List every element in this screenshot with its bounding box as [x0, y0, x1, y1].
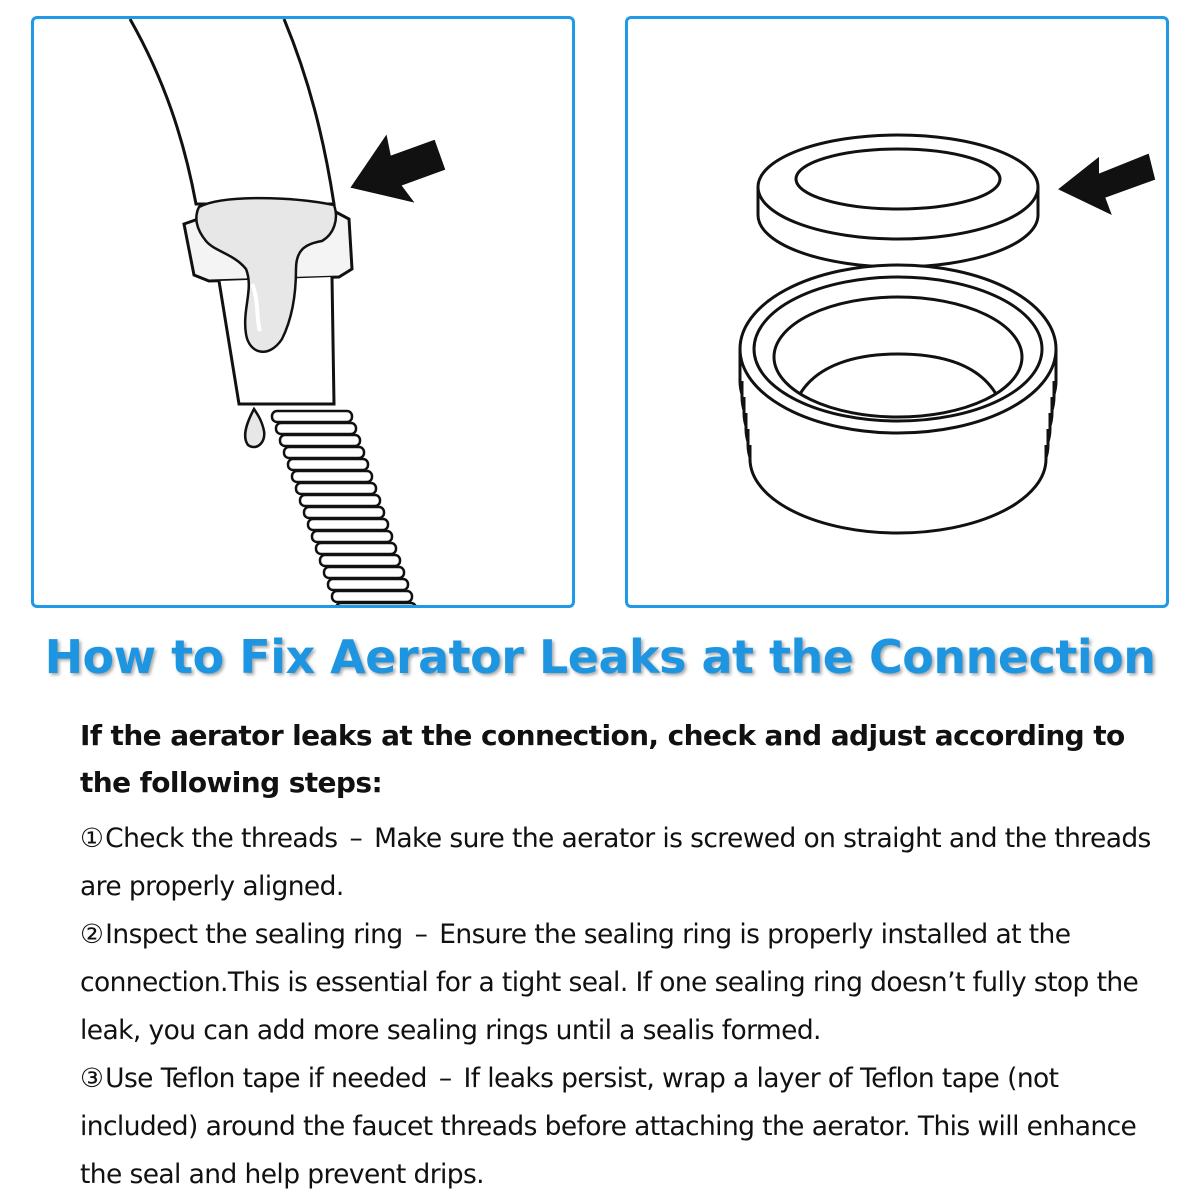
- hose-segment: [320, 555, 400, 566]
- step-number: ②: [80, 919, 104, 950]
- hose-segment: [296, 483, 376, 494]
- hose-segment: [336, 603, 416, 605]
- hose-segment: [284, 447, 364, 458]
- step-text: Ensure the sealing ring is properly installed at the connection.This is essential for a tight seal. If one sealing ring doesn’t fully stop the leak, you can add more sealing rings until a sealis formed.: [80, 919, 1139, 1046]
- hose-segment: [332, 591, 412, 602]
- faucet-leak-illustration: [31, 16, 575, 608]
- step-text: Make sure the aerator is screwed on straight and the threads are properly aligned.: [80, 823, 1151, 902]
- step-1: [80, 815, 1170, 911]
- arrow-icon: [352, 137, 444, 201]
- step-heading: Check the threads: [105, 823, 338, 854]
- steps-list: [80, 815, 1170, 1199]
- step-separator: –: [438, 1063, 452, 1094]
- sealing-ring-illustration: [625, 16, 1169, 608]
- hose-segment: [324, 567, 404, 578]
- step-text: If leaks persist, wrap a layer of Teflon tape (not included) around the faucet threads before attaching the aerator. This will enhance the seal and help prevent drips.: [80, 1063, 1137, 1190]
- step-number: ③: [80, 1063, 104, 1094]
- threaded-fitting-icon: [740, 265, 1056, 533]
- step-separator: –: [414, 919, 428, 950]
- hose-segment: [276, 423, 356, 434]
- step-heading: Use Teflon tape if needed: [105, 1063, 427, 1094]
- step-heading: Inspect the sealing ring: [105, 919, 403, 950]
- hose-segment: [316, 543, 396, 554]
- intro-text: If the aerator leaks at the connection, check and adjust according to the following steps:: [80, 719, 1125, 799]
- faucet-hose-drawing: [34, 19, 572, 605]
- hose-segment: [288, 459, 368, 470]
- step-3: [80, 1055, 1170, 1199]
- hose-segment: [304, 507, 384, 518]
- hose-segment: [280, 435, 360, 446]
- arrow-icon: [1060, 155, 1154, 213]
- page-title: How to Fix Aerator Leaks at the Connection: [44, 630, 1156, 684]
- hose-segment: [328, 579, 408, 590]
- step-number: ①: [80, 823, 104, 854]
- sealing-ring-drawing: [628, 19, 1166, 605]
- hose-segment: [308, 519, 388, 530]
- hose-segment: [292, 471, 372, 482]
- step-separator: –: [349, 823, 363, 854]
- hose-segment: [300, 495, 380, 506]
- hose-segment: [312, 531, 392, 542]
- step-2: [80, 911, 1170, 1055]
- hose-segment: [272, 411, 352, 422]
- sealing-ring-icon: [758, 135, 1038, 267]
